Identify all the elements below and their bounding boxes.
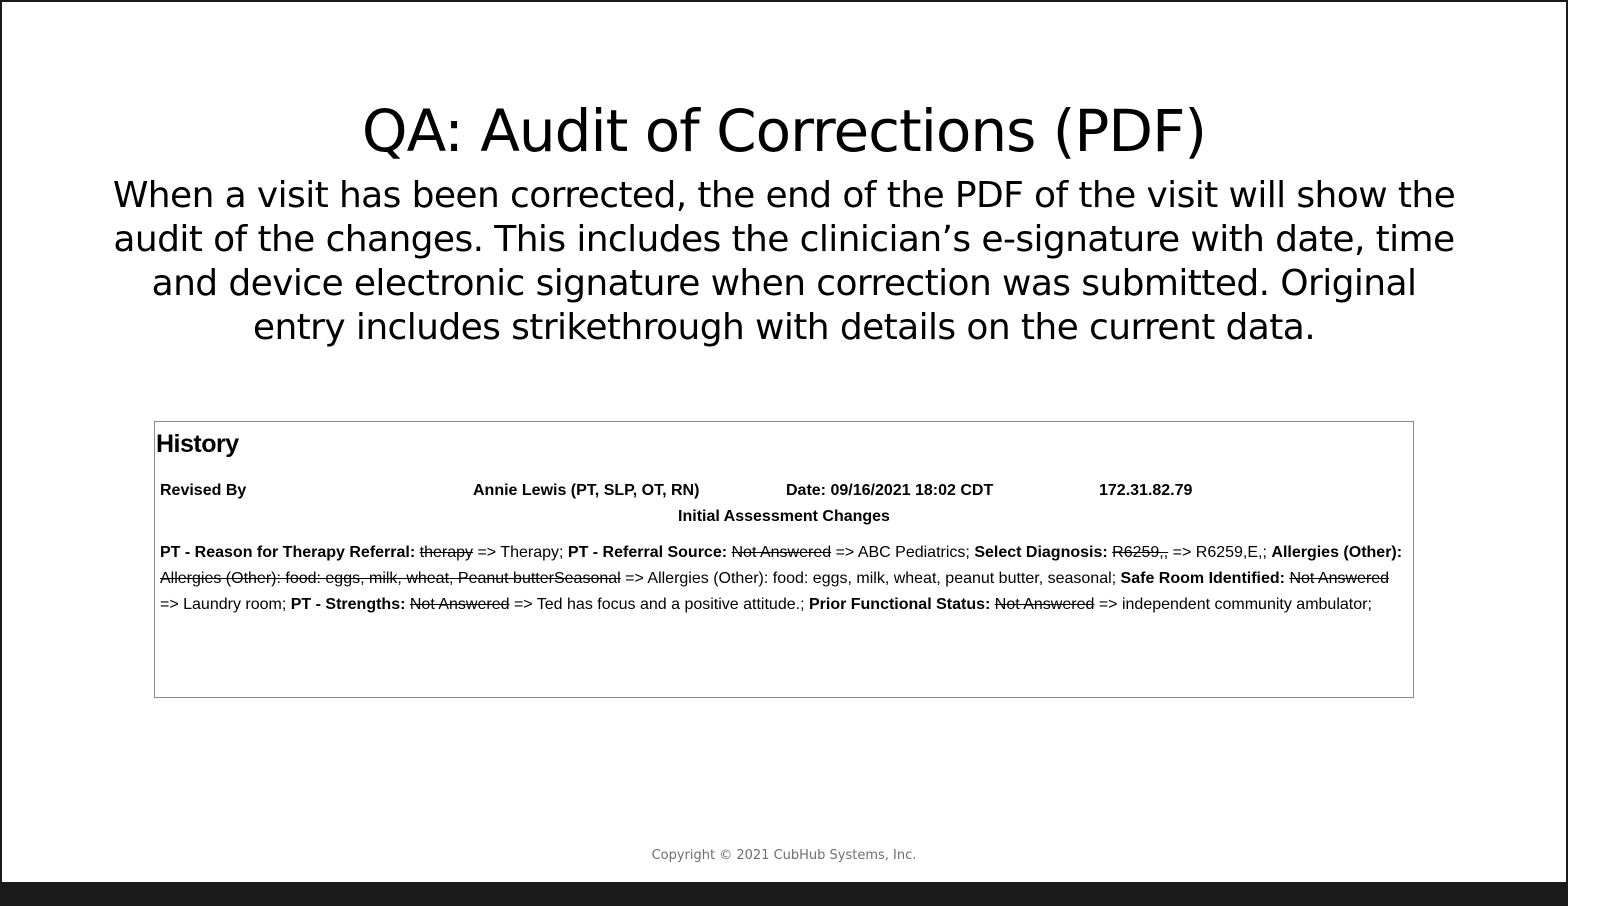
change-item [809, 596, 1372, 613]
history-title: History [156, 430, 239, 458]
change-item [568, 544, 970, 561]
change-field: PT - Referral Source: [567, 544, 728, 561]
change-new-value: => Allergies (Other): food: eggs, milk, wheat, peanut butter, seasonal; [625, 570, 1117, 587]
change-item [160, 544, 563, 561]
change-field: Select Diagnosis: [974, 544, 1108, 561]
revision-ip: 172.31.82.79 [1099, 482, 1193, 499]
revision-date: Date: 09/16/2021 18:02 CDT [786, 482, 994, 499]
change-field: Allergies (Other): [1271, 544, 1403, 561]
change-new-value: => Laundry room; [160, 596, 287, 613]
change-old-value: Not Answered [409, 596, 510, 613]
slide-title: QA: Audit of Corrections (PDF) [361, 97, 1207, 165]
change-old-value: Not Answered [994, 596, 1095, 613]
slide [2, 2, 1566, 882]
change-field: Prior Functional Status: [808, 596, 991, 613]
slide-subtitle: When a visit has been corrected, the end of the PDF of the visit will show the audit of the changes. This includes the clinician’s e-signature with date, time and device electronic signature when correction was submitted. Original entry includes strikethrough with details on the current data. [112, 175, 1456, 348]
changes-title: Initial Assessment Changes [678, 508, 890, 525]
change-old-value: R6259,, [1112, 544, 1169, 561]
changes-list [160, 540, 1408, 618]
change-old-value: therapy [419, 544, 473, 561]
window-edge [1568, 0, 1602, 906]
change-field: PT - Reason for Therapy Referral: [160, 544, 416, 561]
revised-by-name: Annie Lewis (PT, SLP, OT, RN) [473, 482, 700, 499]
change-new-value: => independent community ambulator; [1098, 596, 1372, 613]
revised-by-label: Revised By [160, 482, 247, 499]
history-panel [154, 421, 1414, 698]
change-new-value: => Ted has focus and a positive attitude.; [513, 596, 805, 613]
change-new-value: => Therapy; [477, 544, 564, 561]
change-old-value: Allergies (Other): food: eggs, milk, wheat, Peanut butterSeasonal [160, 570, 621, 587]
change-item [974, 544, 1267, 561]
change-field: PT - Strengths: [290, 596, 406, 613]
change-old-value: Not Answered [1289, 570, 1390, 587]
change-old-value: Not Answered [731, 544, 832, 561]
change-item [291, 596, 805, 613]
change-new-value: => R6259,E,; [1172, 544, 1267, 561]
change-field: Safe Room Identified: [1120, 570, 1285, 587]
copyright-footer: Copyright © 2021 CubHub Systems, Inc. [651, 848, 917, 863]
change-new-value: => ABC Pediatrics; [835, 544, 970, 561]
